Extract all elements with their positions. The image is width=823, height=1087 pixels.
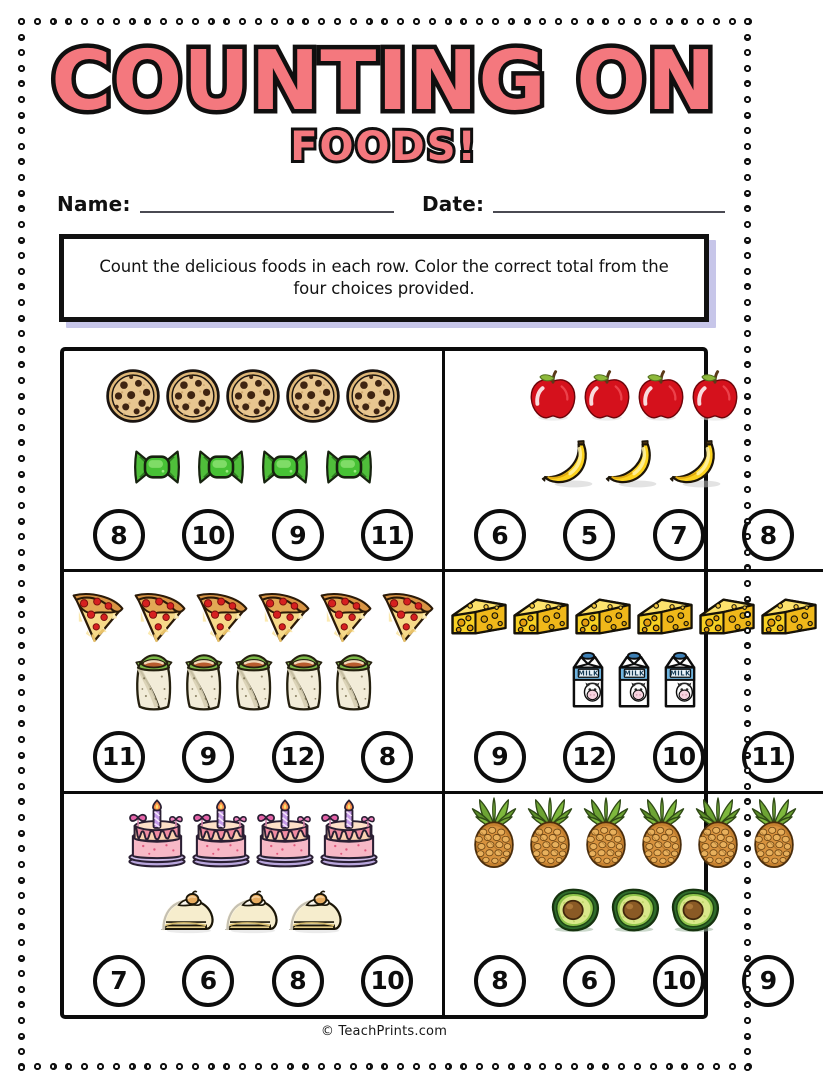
avocado-icon xyxy=(605,886,663,934)
answer-options xyxy=(68,509,438,565)
instruction-text: Count the delicious foods in each row. Color the correct total from the four choices provided. xyxy=(99,256,669,298)
answer-option-circle[interactable] xyxy=(474,731,526,783)
cheese-icon xyxy=(511,594,571,646)
answer-option-number: 11 xyxy=(101,742,136,772)
apple-icon xyxy=(689,367,741,425)
cheese-icon xyxy=(449,594,509,646)
cookie-icon xyxy=(164,367,222,425)
name-field-group xyxy=(57,192,394,217)
milk-icon xyxy=(658,646,702,712)
answer-option-circle[interactable] xyxy=(182,731,234,783)
food-row-1 xyxy=(68,800,438,868)
food-row-1 xyxy=(449,800,819,868)
pizza-icon xyxy=(192,592,252,646)
milk-icon xyxy=(612,646,656,712)
answer-options xyxy=(68,955,438,1011)
food-row-2 xyxy=(68,425,438,491)
answer-option-number: 12 xyxy=(572,742,607,772)
banana-icon xyxy=(667,439,729,491)
food-row-2 xyxy=(449,646,819,712)
name-label: Name: xyxy=(57,192,131,216)
cookie-icon xyxy=(284,367,342,425)
milk-icon xyxy=(566,646,610,712)
burrito-icon xyxy=(179,650,227,712)
problem-cell xyxy=(445,351,823,572)
svg-text:MILK: MILK xyxy=(578,670,599,679)
answer-option-circle[interactable] xyxy=(361,509,413,561)
food-row-1 xyxy=(68,357,438,425)
burrito-icon xyxy=(329,650,377,712)
food-row-2 xyxy=(449,425,819,491)
answer-option-circle[interactable] xyxy=(182,955,234,1007)
food-row-1 xyxy=(449,578,819,646)
pizza-icon xyxy=(316,592,376,646)
answer-option-number: 10 xyxy=(661,742,696,772)
food-row-2 xyxy=(68,646,438,712)
svg-text:MILK: MILK xyxy=(624,670,645,679)
answer-option-number: 11 xyxy=(370,520,405,550)
pizza-icon xyxy=(254,592,314,646)
answer-option-circle[interactable] xyxy=(563,955,615,1007)
pizza-icon xyxy=(130,592,190,646)
answer-option-number: 9 xyxy=(289,520,307,550)
problem-cell xyxy=(445,572,823,793)
pineapple-icon xyxy=(635,798,689,868)
cheese-icon xyxy=(697,594,757,646)
answer-option-circle[interactable] xyxy=(474,955,526,1007)
answer-options xyxy=(449,731,819,787)
pie-slice-icon xyxy=(222,888,284,934)
answer-option-number: 8 xyxy=(491,966,509,996)
date-field-group xyxy=(422,192,725,217)
answer-option-circle[interactable] xyxy=(742,731,794,783)
answer-option-number: 8 xyxy=(759,520,777,550)
food-row-1 xyxy=(449,357,819,425)
problem-cell xyxy=(64,572,445,793)
answer-option-circle[interactable] xyxy=(272,509,324,561)
food-row-1 xyxy=(68,578,438,646)
pineapple-icon xyxy=(467,798,521,868)
cookie-icon xyxy=(224,367,282,425)
problem-cell xyxy=(64,794,445,1015)
answer-option-number: 10 xyxy=(370,966,405,996)
cookie-icon xyxy=(104,367,162,425)
food-row-2 xyxy=(68,868,438,934)
answer-option-number: 6 xyxy=(491,520,509,550)
cookie-icon xyxy=(344,367,402,425)
cheese-icon xyxy=(573,594,633,646)
instruction-box xyxy=(59,234,709,322)
candy-icon xyxy=(126,443,188,491)
candy-icon xyxy=(254,443,316,491)
answer-option-circle[interactable] xyxy=(563,509,615,561)
answer-option-circle[interactable] xyxy=(474,509,526,561)
candy-icon xyxy=(318,443,380,491)
answer-option-circle[interactable] xyxy=(653,731,705,783)
answer-option-circle[interactable] xyxy=(272,955,324,1007)
svg-text:MILK: MILK xyxy=(670,670,691,679)
date-input-line[interactable] xyxy=(493,211,725,213)
pineapple-icon xyxy=(579,798,633,868)
apple-icon xyxy=(527,367,579,425)
cake-icon xyxy=(126,800,188,868)
answer-option-number: 11 xyxy=(751,742,786,772)
cheese-icon xyxy=(759,594,819,646)
avocado-icon xyxy=(545,886,603,934)
answer-option-number: 6 xyxy=(199,966,217,996)
answer-options xyxy=(68,731,438,787)
answer-option-number: 8 xyxy=(289,966,307,996)
pie-slice-icon xyxy=(158,888,220,934)
answer-option-circle[interactable] xyxy=(361,955,413,1007)
answer-option-circle[interactable] xyxy=(93,955,145,1007)
answer-option-number: 8 xyxy=(378,742,396,772)
problem-grid xyxy=(60,347,786,1019)
banana-icon xyxy=(603,439,665,491)
name-date-row xyxy=(57,192,717,222)
pineapple-icon xyxy=(747,798,801,868)
candy-icon xyxy=(190,443,252,491)
cake-icon xyxy=(254,800,316,868)
answer-option-number: 10 xyxy=(661,966,696,996)
burrito-icon xyxy=(229,650,277,712)
answer-option-number: 12 xyxy=(280,742,315,772)
apple-icon xyxy=(635,367,687,425)
answer-option-circle[interactable] xyxy=(272,731,324,783)
burrito-icon xyxy=(129,650,177,712)
cake-icon xyxy=(318,800,380,868)
answer-option-circle[interactable] xyxy=(93,509,145,561)
title-sub-text: FOODS! xyxy=(290,124,478,171)
answer-option-number: 7 xyxy=(670,520,688,550)
answer-option-number: 9 xyxy=(491,742,509,772)
answer-option-circle[interactable] xyxy=(182,509,234,561)
answer-option-number: 9 xyxy=(759,966,777,996)
food-row-2 xyxy=(449,868,819,934)
burrito-icon xyxy=(279,650,327,712)
cheese-icon xyxy=(635,594,695,646)
worksheet-title xyxy=(0,34,768,171)
answer-option-number: 5 xyxy=(580,520,598,550)
answer-option-number: 6 xyxy=(580,966,598,996)
banana-icon xyxy=(539,439,601,491)
footer-credit: © TeachPrints.com xyxy=(320,1024,448,1039)
name-input-line[interactable] xyxy=(140,211,394,213)
answer-option-number: 10 xyxy=(191,520,226,550)
answer-option-circle[interactable] xyxy=(653,955,705,1007)
answer-options xyxy=(449,955,819,1011)
problem-cell xyxy=(445,794,823,1015)
avocado-icon xyxy=(665,886,723,934)
pizza-icon xyxy=(68,592,128,646)
answer-option-circle[interactable] xyxy=(653,509,705,561)
answer-option-number: 9 xyxy=(199,742,217,772)
answer-option-circle[interactable] xyxy=(742,509,794,561)
answer-option-number: 8 xyxy=(110,520,128,550)
answer-option-number: 7 xyxy=(110,966,128,996)
problem-cell xyxy=(64,351,445,572)
date-label: Date: xyxy=(422,192,485,216)
apple-icon xyxy=(581,367,633,425)
answer-option-circle[interactable] xyxy=(563,731,615,783)
answer-option-circle[interactable] xyxy=(361,731,413,783)
pineapple-icon xyxy=(523,798,577,868)
pizza-icon xyxy=(378,592,438,646)
answer-option-circle[interactable] xyxy=(742,955,794,1007)
pie-slice-icon xyxy=(286,888,348,934)
pineapple-icon xyxy=(691,798,745,868)
cake-icon xyxy=(190,800,252,868)
title-main-text: COUNTING ON xyxy=(51,34,717,129)
answer-option-circle[interactable] xyxy=(93,731,145,783)
answer-options xyxy=(449,509,819,565)
